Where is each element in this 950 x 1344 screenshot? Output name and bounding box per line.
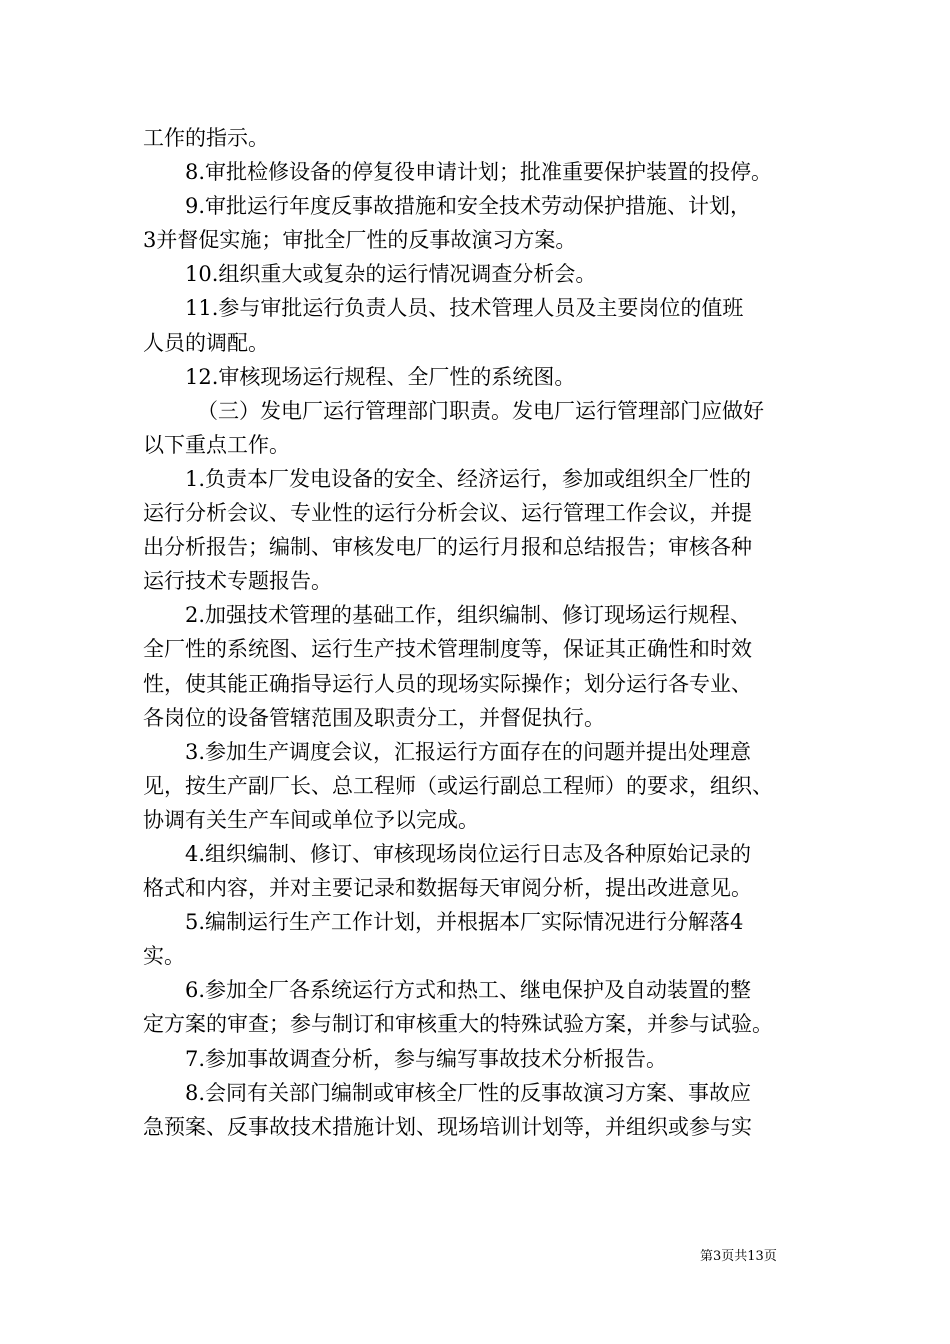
text-line: 8.会同有关部门编制或审核全厂性的反事故演习方案、事故应 (185, 1080, 752, 1105)
text-line: 8.审批检修设备的停复役申请计划；批准重要保护装置的投停。 (185, 160, 773, 185)
text-line: 9.审批运行年度反事故措施和安全技术劳动保护措施、计划， (185, 194, 752, 219)
text-line: 11.参与审批运行负责人员、技术管理人员及主要岗位的值班 (185, 296, 744, 321)
text-line: 3.参加生产调度会议，汇报运行方面存在的问题并提出处理意 (185, 739, 752, 764)
text-line: 运行技术专题报告。 (143, 569, 332, 594)
text-line: 7.参加事故调查分析，参与编写事故技术分析报告。 (185, 1046, 668, 1071)
text-line: 4.组织编制、修订、审核现场岗位运行日志及各种原始记录的 (185, 841, 752, 866)
text-line: 10.组织重大或复杂的运行情况调查分析会。 (185, 262, 597, 287)
text-line: 1.负责本厂发电设备的安全、经济运行，参加或组织全厂性的 (185, 466, 752, 491)
text-line: 运行分析会议、专业性的运行分析会议、运行管理工作会议，并提 (143, 501, 752, 526)
text-line: 见，按生产副厂长、总工程师（或运行副总工程师）的要求，组织、 (143, 773, 773, 798)
text-line: 定方案的审查；参与制订和审核重大的特殊试验方案，并参与试验。 (143, 1012, 773, 1037)
text-line: 2.加强技术管理的基础工作，组织编制、修订现场运行规程、 (185, 603, 752, 628)
text-line: 3并督促实施；审批全厂性的反事故演习方案。 (143, 228, 577, 253)
text-line: 各岗位的设备管辖范围及职责分工，并督促执行。 (143, 705, 605, 730)
text-line: 格式和内容，并对主要记录和数据每天审阅分析，提出改进意见。 (143, 876, 752, 901)
text-line: 12.审核现场运行规程、全厂性的系统图。 (185, 364, 576, 389)
text-line: 协调有关生产车间或单位予以完成。 (143, 807, 479, 832)
text-line: 人员的调配。 (143, 330, 269, 355)
text-line: 5.编制运行生产工作计划，并根据本厂实际情况进行分解落4 (185, 910, 744, 935)
page-number: 第3页共13页 (700, 1249, 777, 1264)
text-line: 出分析报告；编制、审核发电厂的运行月报和总结报告；审核各种 (143, 535, 752, 560)
text-line: 工作的指示。 (143, 126, 269, 150)
text-line: 以下重点工作。 (143, 432, 290, 457)
text-line: 急预案、反事故技术措施计划、现场培训计划等，并组织或参与实 (143, 1114, 752, 1139)
body-text (143, 121, 815, 1144)
text-line: 实。 (143, 944, 185, 969)
text-line: 性，使其能正确指导运行人员的现场实际操作；划分运行各专业、 (143, 671, 752, 696)
text-line: 全厂性的系统图、运行生产技术管理制度等，保证其正确性和时效 (143, 637, 752, 662)
text-line: 6.参加全厂各系统运行方式和热工、继电保护及自动装置的整 (185, 978, 752, 1003)
section-heading: （三）发电厂运行管理部门职责。发电厂运行管理部门应做好 (197, 398, 764, 423)
